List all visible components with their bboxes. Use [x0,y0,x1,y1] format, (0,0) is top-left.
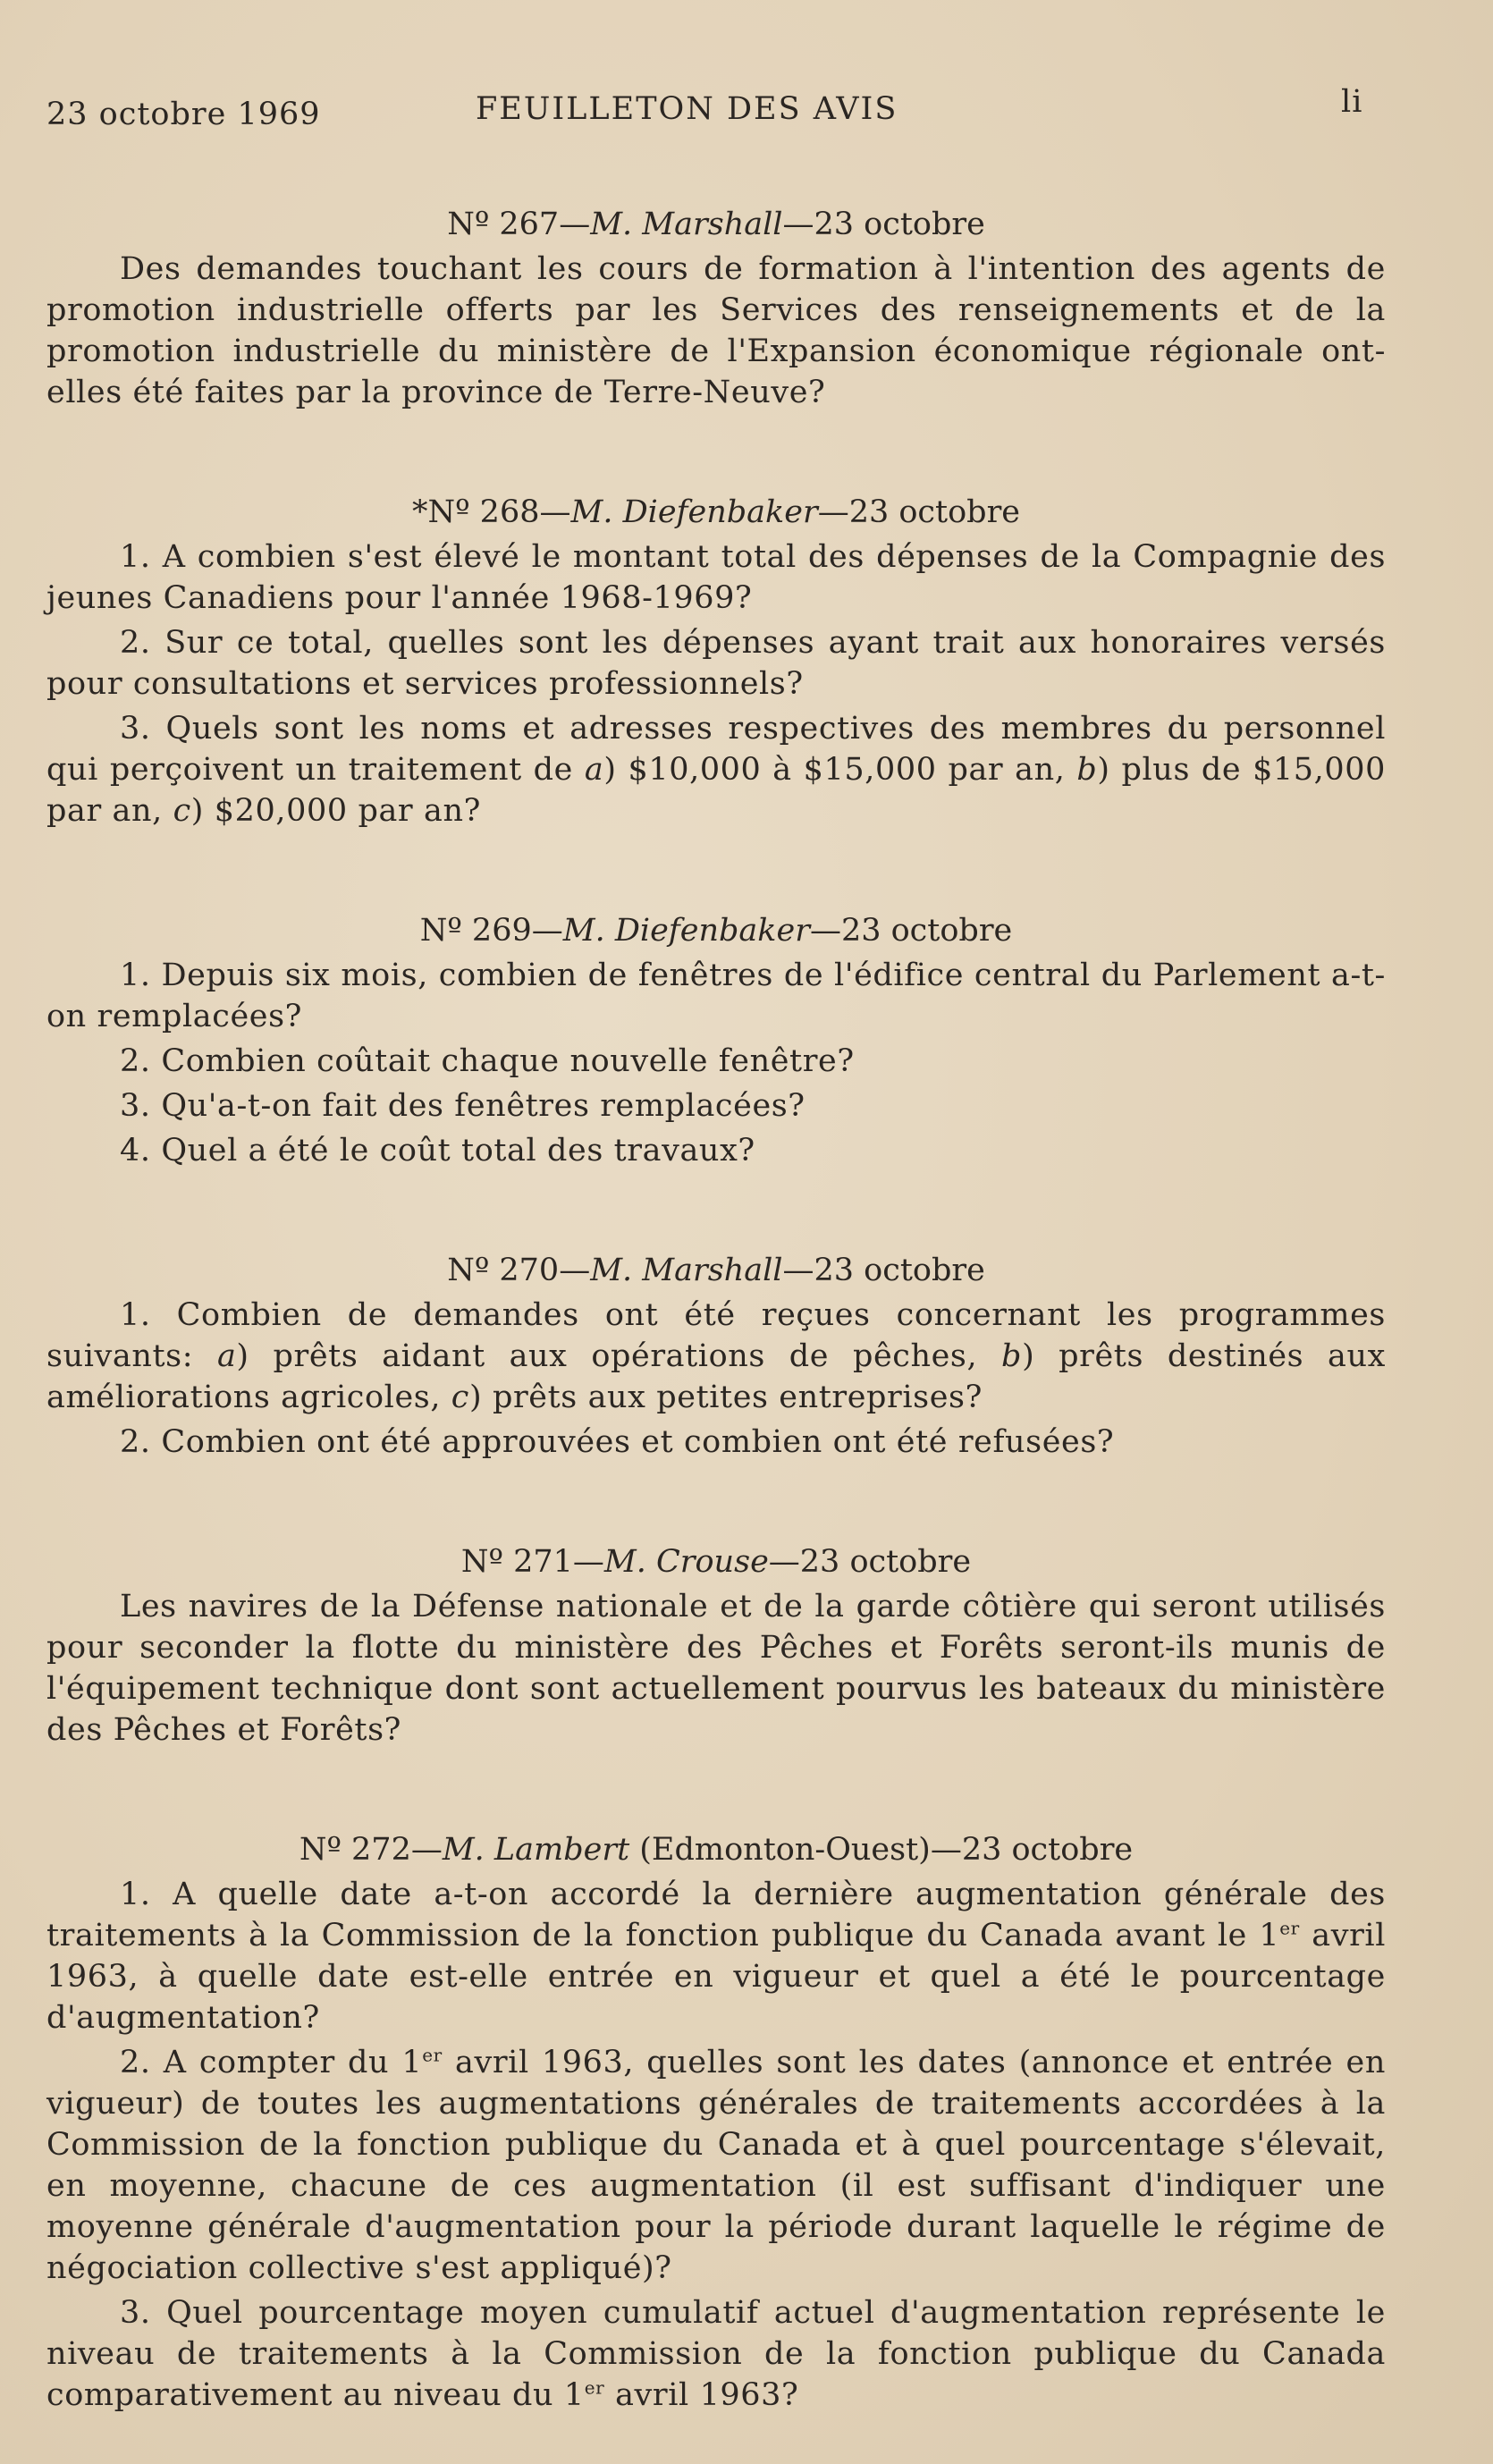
question-date: —23 octobre [768,1544,972,1580]
question-date: —23 octobre [930,1832,1134,1868]
question-number: *Nº 268— [411,494,571,530]
question-date: —23 octobre [809,913,1013,949]
question-paragraph: 1. A quelle date a-t-on accordé la dernière augmentation générale des traitements à la Commission de la fonction publique du Canada avant le 1er avril 1963, à quelle date est-elle entrée en vigueur et quel a été le pourcentage d'augmentation? [46,1877,1387,2036]
question-paragraph: 3. Qu'a-t-on fait des fenêtres remplacées? [120,1088,806,1124]
question-heading [46,1827,1386,1872]
question-paragraph: Les navires de la Défense nationale et de la garde côtière qui seront utilisés pour seconder la flotte du ministère des Pêches et Forêts seront-ils munis de l'équipement technique dont sont actuellement pourvus les bateaux du ministère des Pêches et Forêts? [46,1589,1386,1748]
header-date: 23 octobre 1969 [46,97,321,132]
question-heading [46,1248,1386,1293]
member-name: M. Crouse [603,1544,769,1580]
member-name: M. Marshall [590,207,783,242]
question-paragraph: 1. A combien s'est élevé le montant total des dépenses de la Compagnie des jeunes Canadiens pour l'année 1968-1969? [46,539,1386,616]
question-number: Nº 270— [447,1253,591,1288]
question-number: Nº 269— [419,913,563,949]
question-paragraph: Des demandes touchant les cours de formation à l'intention des agents de promotion industrielle offerts par les Services des renseignements et de la promotion industrielle du ministère de l'Expansion économique régionale ont-elles été faites par la province de Terre-Neuve? [46,251,1386,410]
page-number: li [1341,84,1363,120]
question-heading [46,908,1386,953]
question-block [46,1248,1386,1463]
question-block [46,1540,1386,1751]
question-heading [46,490,1386,535]
question-paragraph: 1. Combien de demandes ont été reçues concernant les programmes suivants: a) prêts aidant aux opérations de pêches, b) prêts destinés aux améliorations agricoles, c) prêts aux petites entreprises? [46,1297,1386,1415]
page-header [46,80,1386,134]
member-name: M. Diefenbaker [570,494,818,530]
question-date: —23 octobre [817,494,1021,530]
question-heading [46,1540,1386,1584]
question-block [46,490,1386,831]
question-block [46,908,1386,1171]
question-number: Nº 271— [460,1544,604,1580]
question-paragraph: 2. Combien coûtait chaque nouvelle fenêtre? [120,1043,855,1079]
question-paragraph: 3. Quel pourcentage moyen cumulatif actuel d'augmentation représente le niveau de traitements à la Commission de la fonction publique du Canada comparativement au niveau du 1er avril 1963? [46,2295,1386,2413]
header-title: FEUILLETON DES AVIS [476,91,898,127]
question-number: Nº 272— [299,1832,443,1868]
question-paragraph: 2. Sur ce total, quelles sont les dépenses ayant trait aux honoraires versés pour consultations et services professionnels? [46,625,1386,702]
question-heading [46,202,1386,247]
riding-name: (Edmonton-Ouest) [629,1832,931,1868]
question-paragraph: 2. Combien ont été approuvées et combien ont été refusées? [120,1424,1115,1460]
question-paragraph: 4. Quel a été le coût total des travaux? [120,1133,755,1169]
questions-list [46,202,1386,2416]
question-paragraph: 3. Quels sont les noms et adresses respectives des membres du personnel qui perçoivent un traitement de a) $10,000 à $15,000 par an, b) plus de $15,000 par an, c) $20,000 par an? [46,711,1387,829]
member-name: M. Marshall [590,1253,783,1288]
question-paragraph: 1. Depuis six mois, combien de fenêtres de l'édifice central du Parlement a-t-on remplacées? [46,958,1386,1034]
question-date: —23 octobre [782,207,985,242]
question-block [46,1827,1386,2416]
question-number: Nº 267— [447,207,591,242]
question-paragraph: 2. A compter du 1er avril 1963, quelles sont les dates (annonce et entrée en vigueur) de toutes les augmentations générales de traitements accordées à la Commission de la fonction publique du Canada et à quel pourcentage s'élevait, en moyenne, chacune de ces augmentation (il est suffisant d'indiquer une moyenne générale d'augmentation pour la période durant laquelle le régime de négociation collective s'est appliqué)? [46,2044,1386,2286]
member-name: M. Lambert [442,1832,630,1868]
question-date: —23 octobre [782,1253,985,1288]
question-block [46,202,1386,413]
member-name: M. Diefenbaker [562,913,810,949]
